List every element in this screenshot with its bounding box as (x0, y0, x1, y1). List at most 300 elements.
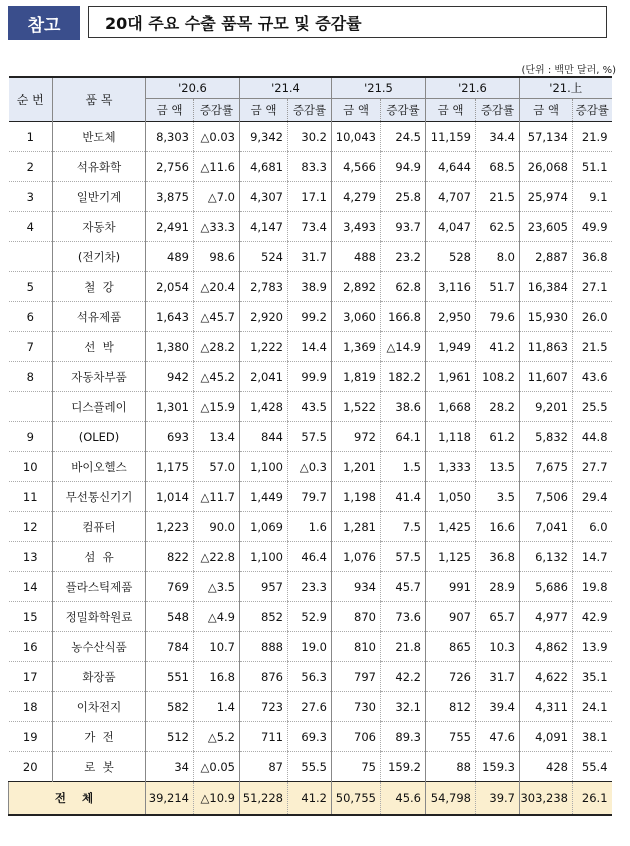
amount-cell: 489 (146, 242, 194, 272)
amount-cell: 972 (332, 422, 381, 452)
rate-cell: 36.8 (476, 542, 520, 572)
rate-cell: △11.7 (194, 482, 240, 512)
amount-cell: 711 (240, 722, 288, 752)
rate-cell: 57.0 (194, 452, 240, 482)
item-cell: 가 전 (53, 722, 146, 752)
rank-cell (9, 392, 53, 422)
amount-cell: 9,201 (520, 392, 573, 422)
rate-cell: △7.0 (194, 182, 240, 212)
header-amount: 금 액 (332, 99, 381, 122)
rate-cell: 3.5 (476, 482, 520, 512)
rate-cell: 42.2 (381, 662, 426, 692)
table-row (9, 212, 612, 242)
rate-cell: 39.4 (476, 692, 520, 722)
item-cell: (전기차) (53, 242, 146, 272)
rate-cell: 68.5 (476, 152, 520, 182)
amount-cell: 87 (240, 752, 288, 782)
rate-cell: 47.6 (476, 722, 520, 752)
rate-cell: 38.6 (381, 392, 426, 422)
amount-cell: 524 (240, 242, 288, 272)
item-cell: 디스플레이 (53, 392, 146, 422)
amount-cell: 1,100 (240, 452, 288, 482)
amount-cell: 730 (332, 692, 381, 722)
rate-cell: 61.2 (476, 422, 520, 452)
header-period: '21.6 (426, 77, 520, 99)
amount-cell: 1,198 (332, 482, 381, 512)
item-cell: (OLED) (53, 422, 146, 452)
rate-cell: △4.9 (194, 602, 240, 632)
amount-cell: 15,930 (520, 302, 573, 332)
rate-cell: 108.2 (476, 362, 520, 392)
amount-cell: 488 (332, 242, 381, 272)
rate-cell: 159.3 (476, 752, 520, 782)
amount-cell: 4,147 (240, 212, 288, 242)
header-period: '21.5 (332, 77, 426, 99)
item-cell: 반도체 (53, 122, 146, 152)
rate-cell: 13.9 (573, 632, 612, 662)
rate-cell: 69.3 (288, 722, 332, 752)
amount-cell: 1,076 (332, 542, 381, 572)
amount-cell: 512 (146, 722, 194, 752)
amount-cell: 870 (332, 602, 381, 632)
amount-cell: 3,116 (426, 272, 476, 302)
rate-cell: 62.8 (381, 272, 426, 302)
amount-cell: 1,961 (426, 362, 476, 392)
section-header (8, 6, 609, 40)
item-cell: 자동차부품 (53, 362, 146, 392)
amount-cell: 2,054 (146, 272, 194, 302)
rate-cell: 32.1 (381, 692, 426, 722)
rate-cell: 21.9 (573, 122, 612, 152)
amount-cell: 54,798 (426, 782, 476, 816)
amount-cell: 4,862 (520, 632, 573, 662)
unit-note: (단위 : 백만 달러, %) (521, 65, 616, 76)
rate-cell: 55.4 (573, 752, 612, 782)
table-row (9, 362, 612, 392)
rate-cell: 79.6 (476, 302, 520, 332)
amount-cell: 4,977 (520, 602, 573, 632)
amount-cell: 548 (146, 602, 194, 632)
rate-cell: 55.5 (288, 752, 332, 782)
table-row (9, 152, 612, 182)
rate-cell: 45.6 (381, 782, 426, 816)
rate-cell: 16.6 (476, 512, 520, 542)
amount-cell: 51,228 (240, 782, 288, 816)
header-rate: 증감률 (194, 99, 240, 122)
rate-cell: 13.4 (194, 422, 240, 452)
amount-cell: 7,675 (520, 452, 573, 482)
table-row (9, 752, 612, 782)
amount-cell: 2,920 (240, 302, 288, 332)
rank-cell: 4 (9, 212, 53, 242)
rate-cell: 31.7 (476, 662, 520, 692)
table-row (9, 332, 612, 362)
amount-cell: 10,043 (332, 122, 381, 152)
table-row (9, 392, 612, 422)
rate-cell: 23.3 (288, 572, 332, 602)
amount-cell: 4,279 (332, 182, 381, 212)
rate-cell: 24.1 (573, 692, 612, 722)
rank-cell: 11 (9, 482, 53, 512)
header-rate: 증감률 (476, 99, 520, 122)
amount-cell: 810 (332, 632, 381, 662)
header-period: '20.6 (146, 77, 240, 99)
table-row (9, 242, 612, 272)
amount-cell: 1,369 (332, 332, 381, 362)
rate-cell: 79.7 (288, 482, 332, 512)
amount-cell: 4,311 (520, 692, 573, 722)
amount-cell: 726 (426, 662, 476, 692)
amount-cell: 4,644 (426, 152, 476, 182)
item-cell: 로 봇 (53, 752, 146, 782)
item-cell: 석유제품 (53, 302, 146, 332)
amount-cell: 1,301 (146, 392, 194, 422)
rank-cell: 17 (9, 662, 53, 692)
amount-cell: 3,060 (332, 302, 381, 332)
rate-cell: △0.05 (194, 752, 240, 782)
amount-cell: 7,041 (520, 512, 573, 542)
item-cell: 섬 유 (53, 542, 146, 572)
rank-cell: 13 (9, 542, 53, 572)
rate-cell: 29.4 (573, 482, 612, 512)
rate-cell: 41.2 (288, 782, 332, 816)
rate-cell: 52.9 (288, 602, 332, 632)
total-label: 전 체 (9, 782, 146, 816)
rank-cell: 1 (9, 122, 53, 152)
header-amount: 금 액 (520, 99, 573, 122)
amount-cell: 4,681 (240, 152, 288, 182)
amount-cell: 3,875 (146, 182, 194, 212)
rate-cell: 90.0 (194, 512, 240, 542)
rank-cell: 19 (9, 722, 53, 752)
rate-cell: 21.8 (381, 632, 426, 662)
amount-cell: 907 (426, 602, 476, 632)
rate-cell: △45.7 (194, 302, 240, 332)
rate-cell: 24.5 (381, 122, 426, 152)
rate-cell: 16.8 (194, 662, 240, 692)
amount-cell: 693 (146, 422, 194, 452)
rate-cell: 21.5 (476, 182, 520, 212)
rank-cell: 16 (9, 632, 53, 662)
item-cell: 화장품 (53, 662, 146, 692)
rate-cell: △3.5 (194, 572, 240, 602)
item-cell: 철 강 (53, 272, 146, 302)
rank-cell: 7 (9, 332, 53, 362)
rate-cell: △10.9 (194, 782, 240, 816)
header-rate: 증감률 (381, 99, 426, 122)
amount-cell: 1,281 (332, 512, 381, 542)
amount-cell: 50,755 (332, 782, 381, 816)
rate-cell: 89.3 (381, 722, 426, 752)
table-row (9, 542, 612, 572)
table-row (9, 302, 612, 332)
table-row (9, 692, 612, 722)
amount-cell: 942 (146, 362, 194, 392)
rate-cell: 41.2 (476, 332, 520, 362)
amount-cell: 57,134 (520, 122, 573, 152)
amount-cell: 4,622 (520, 662, 573, 692)
rate-cell: 56.3 (288, 662, 332, 692)
rate-cell: 62.5 (476, 212, 520, 242)
item-cell: 플라스틱제품 (53, 572, 146, 602)
item-cell: 컴퓨터 (53, 512, 146, 542)
amount-cell: 1,125 (426, 542, 476, 572)
amount-cell: 1,643 (146, 302, 194, 332)
amount-cell: 957 (240, 572, 288, 602)
rank-cell: 18 (9, 692, 53, 722)
amount-cell: 428 (520, 752, 573, 782)
amount-cell: 769 (146, 572, 194, 602)
item-cell: 석유화학 (53, 152, 146, 182)
amount-cell: 11,607 (520, 362, 573, 392)
item-cell: 선 박 (53, 332, 146, 362)
rate-cell: 38.1 (573, 722, 612, 752)
rate-cell: 1.5 (381, 452, 426, 482)
rate-cell: 73.6 (381, 602, 426, 632)
rate-cell: 21.5 (573, 332, 612, 362)
rank-cell: 5 (9, 272, 53, 302)
amount-cell: 5,686 (520, 572, 573, 602)
rate-cell: △45.2 (194, 362, 240, 392)
total-row (9, 782, 612, 816)
rate-cell: 166.8 (381, 302, 426, 332)
rate-cell: 38.9 (288, 272, 332, 302)
header-period: '21.上 (520, 77, 612, 99)
rate-cell: 23.2 (381, 242, 426, 272)
amount-cell: 1,118 (426, 422, 476, 452)
rate-cell: 31.7 (288, 242, 332, 272)
rate-cell: 159.2 (381, 752, 426, 782)
rate-cell: 46.4 (288, 542, 332, 572)
rank-cell: 3 (9, 182, 53, 212)
rate-cell: 26.1 (573, 782, 612, 816)
rank-cell: 6 (9, 302, 53, 332)
rate-cell: 10.3 (476, 632, 520, 662)
rate-cell: 64.1 (381, 422, 426, 452)
amount-cell: 16,384 (520, 272, 573, 302)
amount-cell: 5,832 (520, 422, 573, 452)
amount-cell: 991 (426, 572, 476, 602)
amount-cell: 3,493 (332, 212, 381, 242)
amount-cell: 852 (240, 602, 288, 632)
amount-cell: 1,449 (240, 482, 288, 512)
rate-cell: 27.7 (573, 452, 612, 482)
amount-cell: 11,159 (426, 122, 476, 152)
amount-cell: 822 (146, 542, 194, 572)
amount-cell: 582 (146, 692, 194, 722)
header-amount: 금 액 (426, 99, 476, 122)
rate-cell: 45.7 (381, 572, 426, 602)
rate-cell: 17.1 (288, 182, 332, 212)
rate-cell: 93.7 (381, 212, 426, 242)
header-period: '21.4 (240, 77, 332, 99)
table-row (9, 722, 612, 752)
rate-cell: 65.7 (476, 602, 520, 632)
rate-cell: 25.5 (573, 392, 612, 422)
amount-cell: 2,950 (426, 302, 476, 332)
amount-cell: 1,949 (426, 332, 476, 362)
amount-cell: 4,307 (240, 182, 288, 212)
rate-cell: 28.9 (476, 572, 520, 602)
rate-cell: 94.9 (381, 152, 426, 182)
amount-cell: 934 (332, 572, 381, 602)
item-cell: 무선통신기기 (53, 482, 146, 512)
amount-cell: 1,223 (146, 512, 194, 542)
amount-cell: 75 (332, 752, 381, 782)
rate-cell: △15.9 (194, 392, 240, 422)
rate-cell: 27.6 (288, 692, 332, 722)
amount-cell: 9,342 (240, 122, 288, 152)
table-row (9, 452, 612, 482)
rate-cell: 14.4 (288, 332, 332, 362)
rate-cell: △14.9 (381, 332, 426, 362)
amount-cell: 1,333 (426, 452, 476, 482)
rate-cell: 35.1 (573, 662, 612, 692)
amount-cell: 4,047 (426, 212, 476, 242)
rate-cell: 1.6 (288, 512, 332, 542)
amount-cell: 1,380 (146, 332, 194, 362)
rate-cell: △22.8 (194, 542, 240, 572)
rate-cell: 57.5 (381, 542, 426, 572)
amount-cell: 4,566 (332, 152, 381, 182)
amount-cell: 23,605 (520, 212, 573, 242)
table-row (9, 602, 612, 632)
reference-badge: 참고 (8, 6, 80, 40)
rate-cell: 26.0 (573, 302, 612, 332)
rate-cell: 27.1 (573, 272, 612, 302)
amount-cell: 1,100 (240, 542, 288, 572)
rate-cell: 98.6 (194, 242, 240, 272)
rate-cell: 51.1 (573, 152, 612, 182)
amount-cell: 528 (426, 242, 476, 272)
rate-cell: 51.7 (476, 272, 520, 302)
amount-cell: 7,506 (520, 482, 573, 512)
header-amount: 금 액 (146, 99, 194, 122)
amount-cell: 865 (426, 632, 476, 662)
header-rate: 증감률 (573, 99, 612, 122)
rate-cell: 6.0 (573, 512, 612, 542)
amount-cell: 812 (426, 692, 476, 722)
rate-cell: 73.4 (288, 212, 332, 242)
amount-cell: 1,050 (426, 482, 476, 512)
item-cell: 일반기계 (53, 182, 146, 212)
amount-cell: 4,091 (520, 722, 573, 752)
rank-cell: 15 (9, 602, 53, 632)
rate-cell: 39.7 (476, 782, 520, 816)
rate-cell: 28.2 (476, 392, 520, 422)
amount-cell: 303,238 (520, 782, 573, 816)
rank-cell: 20 (9, 752, 53, 782)
table-row (9, 272, 612, 302)
amount-cell: 4,707 (426, 182, 476, 212)
rate-cell: 34.4 (476, 122, 520, 152)
rate-cell: △20.4 (194, 272, 240, 302)
rank-cell: 10 (9, 452, 53, 482)
amount-cell: 26,068 (520, 152, 573, 182)
amount-cell: 784 (146, 632, 194, 662)
amount-cell: 888 (240, 632, 288, 662)
amount-cell: 39,214 (146, 782, 194, 816)
amount-cell: 876 (240, 662, 288, 692)
rate-cell: 19.0 (288, 632, 332, 662)
amount-cell: 8,303 (146, 122, 194, 152)
page-title: 20대 주요 수출 품목 규모 및 증감률 (88, 6, 607, 38)
rate-cell: 8.0 (476, 242, 520, 272)
rate-cell: △0.3 (288, 452, 332, 482)
rate-cell: 41.4 (381, 482, 426, 512)
amount-cell: 755 (426, 722, 476, 752)
rate-cell: 83.3 (288, 152, 332, 182)
item-cell: 정밀화학원료 (53, 602, 146, 632)
header-rate: 증감률 (288, 99, 332, 122)
amount-cell: 34 (146, 752, 194, 782)
table-row (9, 512, 612, 542)
rate-cell: 36.8 (573, 242, 612, 272)
rate-cell: 25.8 (381, 182, 426, 212)
rate-cell: 30.2 (288, 122, 332, 152)
table-body (9, 122, 612, 816)
table-row (9, 482, 612, 512)
amount-cell: 1,175 (146, 452, 194, 482)
amount-cell: 1,425 (426, 512, 476, 542)
amount-cell: 1,069 (240, 512, 288, 542)
table-row (9, 632, 612, 662)
rate-cell: 182.2 (381, 362, 426, 392)
rate-cell: 9.1 (573, 182, 612, 212)
amount-cell: 11,863 (520, 332, 573, 362)
amount-cell: 1,819 (332, 362, 381, 392)
item-cell: 자동차 (53, 212, 146, 242)
rank-cell: 8 (9, 362, 53, 392)
amount-cell: 88 (426, 752, 476, 782)
amount-cell: 2,491 (146, 212, 194, 242)
amount-cell: 25,974 (520, 182, 573, 212)
rate-cell: 13.5 (476, 452, 520, 482)
rank-cell: 14 (9, 572, 53, 602)
header-amount: 금 액 (240, 99, 288, 122)
rate-cell: 57.5 (288, 422, 332, 452)
rate-cell: 7.5 (381, 512, 426, 542)
amount-cell: 723 (240, 692, 288, 722)
amount-cell: 1,014 (146, 482, 194, 512)
amount-cell: 1,428 (240, 392, 288, 422)
export-items-table (8, 76, 612, 816)
amount-cell: 844 (240, 422, 288, 452)
rate-cell: △0.03 (194, 122, 240, 152)
rank-cell (9, 242, 53, 272)
rate-cell: △33.3 (194, 212, 240, 242)
header-rank: 순 번 (9, 77, 53, 122)
amount-cell: 1,201 (332, 452, 381, 482)
rate-cell: 43.5 (288, 392, 332, 422)
rate-cell: 14.7 (573, 542, 612, 572)
rate-cell: 19.8 (573, 572, 612, 602)
amount-cell: 706 (332, 722, 381, 752)
amount-cell: 6,132 (520, 542, 573, 572)
amount-cell: 797 (332, 662, 381, 692)
amount-cell: 551 (146, 662, 194, 692)
rate-cell: 10.7 (194, 632, 240, 662)
table-row (9, 122, 612, 152)
table-row (9, 182, 612, 212)
amount-cell: 1,522 (332, 392, 381, 422)
rate-cell: △5.2 (194, 722, 240, 752)
rate-cell: 99.9 (288, 362, 332, 392)
rate-cell: 99.2 (288, 302, 332, 332)
table-row (9, 422, 612, 452)
amount-cell: 2,783 (240, 272, 288, 302)
rate-cell: 43.6 (573, 362, 612, 392)
